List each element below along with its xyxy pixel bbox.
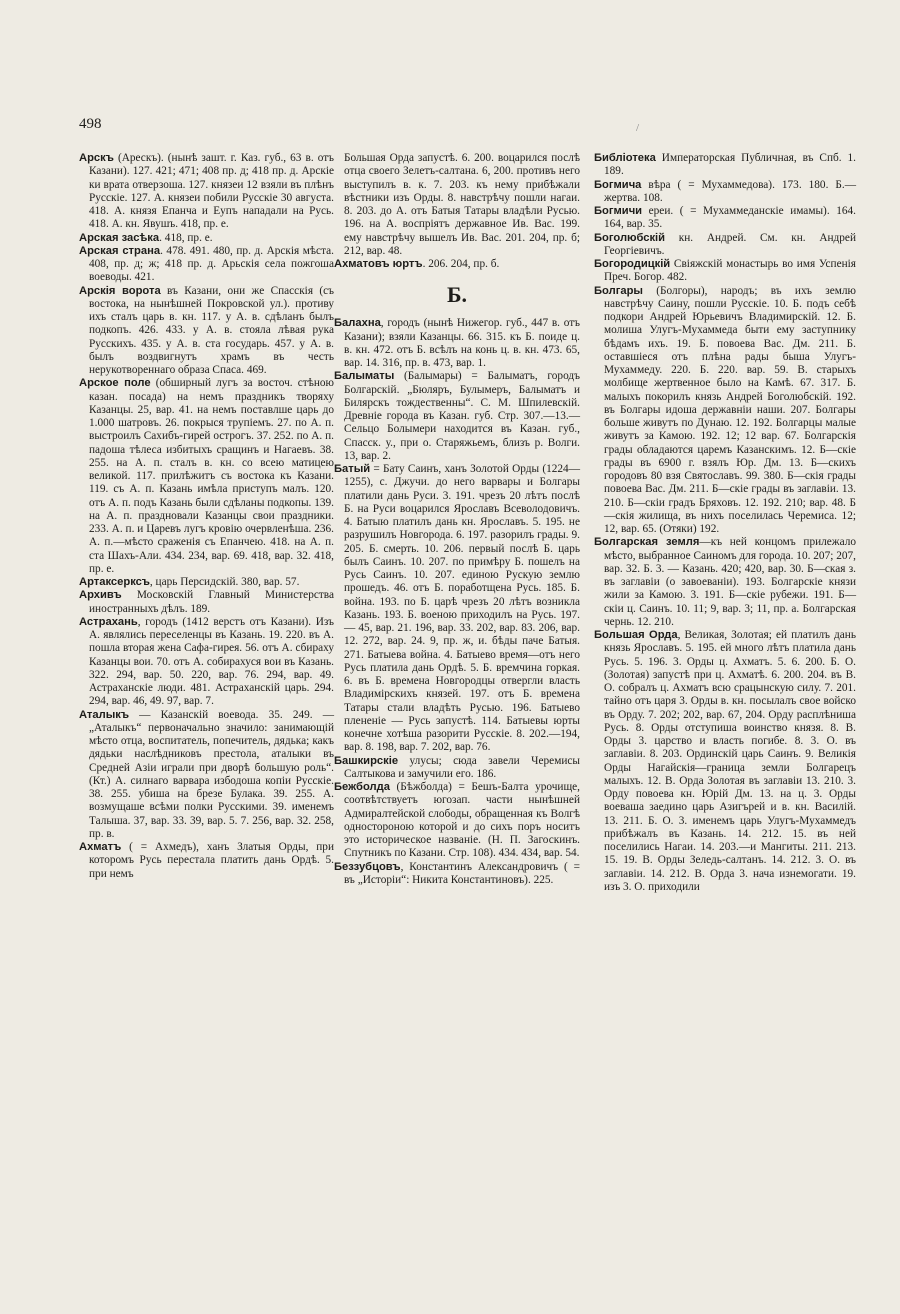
entry-text: ( = Ахмедъ), ханъ Златыя Орды, при которомъ Русь перестала платить дань Ордѣ. 5. при немъ <box>89 841 334 880</box>
entry-headword: Балахна <box>334 317 381 330</box>
entry-text: (Бѣжболда) = Бешъ-Балта урочище, соотвѣтствуетъ югозап. части нынѣшней Адмиралтейской слободы, обращенная къ Волгѣ одностороною которой и до сихъ поръ носитъ это историческое названіе. (Н. П. Загоскинъ. Спутникъ по Казани. Стр. 108). 434. 434, вар. 54. <box>344 781 580 860</box>
index-entry <box>334 781 580 861</box>
entry-text: , царь Персидскій. 380, вар. 57. <box>149 576 300 588</box>
entry-headword: Болгарская земля <box>594 536 700 549</box>
index-entry <box>79 589 334 616</box>
index-entry <box>79 709 334 842</box>
index-entry <box>334 861 580 888</box>
index-entry <box>334 317 580 370</box>
entry-headword: Богмича <box>594 178 642 191</box>
entry-text: вѣра ( = Мухаммедова). 173. 180. Б.—жертва. 108. <box>604 178 856 204</box>
entry-headword: Арское поле <box>79 377 151 390</box>
entry-headword: Арская засѣка <box>79 231 160 244</box>
index-entry <box>334 755 580 782</box>
index-entry <box>334 258 580 271</box>
index-column-2 <box>334 152 580 887</box>
index-entry <box>79 576 334 589</box>
index-entry <box>594 258 856 285</box>
entry-text: въ Казани, они же Спасскія (съ востока, на нынѣшней Покровской ул.). противу ихъ сталъ царь в. кн. 117. у А. в. сдѣланъ былъ подкопъ. 426. 433. у А. в. стояла лѣвая рука Русскихъ. 435. у А. в. ста государь. 457. у А. в. былъ воздвигнутъ храмъ въ честь нерукотвореннаго образа Спаса. 469. <box>89 284 334 376</box>
entry-text: , городъ (1412 верстъ отъ Казани). Изъ А. являлись переселенцы въ Казань. 19. 220. въ А. пошла вторая жена Сафа-гирея. 56. отъ А. сбираху Казанцы вои. 70. отъ А. собирахуся вои въ Казань. 322. 294, вар. 50. 220, вар. 76. 294, вар. 49. Астраханскіе люди. 481. Астраханскій царь. 294. 294, вар. 46, 49. 97, вар. 7. <box>89 615 334 708</box>
entry-text: Свіяжскій монастырь во имя Успенія Преч. Богор. 482. <box>604 258 856 284</box>
entry-text: = Бату Саинъ, ханъ Золотой Орды (1224—1255), с. Джучи. до него варвары и Болгары платили дань Руси. 3. 191. чрезъ 20 лѣтъ послѣ Б. на Руси воцарился Ярославъ Всеволодовичъ. 4. Батыю платилъ дань кн. Ярославъ. 5. 195. не разрушилъ Новгорода. 6. 197. разорилъ грады. 9. 205. Б. смерть. 10. 206. первый послѣ Б. царь былъ Саинъ. 10. 207. по примѣру Б. пошелъ на Русь Саинъ. 10. 207. единою Рускую землю прошедъ. 46. отъ Б. поработщена Русь. 185. Б. война. 193. по Б. царѣ чрезъ 20 лѣтъ возникла Казань. 193. Б. военою приходилъ на Русь. 197.— 45, вар. 21. 196, вар. 33. 202, вар. 83. 206, вар. 12. 272, вар. 24. 9, пр. ж, и. бѣды паче Батыя. 271. Батыева война. 4. Батыево время—отъ него Русь платила дань Ордѣ. 5. Б. времчина горкая. 6. въ Б. времена Новгородцы отвергли власть Владимірскихъ князей. 197. отъ Б. времена Татары стали владѣть Русью. 196. Батыево плененіе — Русь запустѣ. 114. Батыевы юрты конечне хотѣша разорити Русскіе. 8. 202.—194, вар. 8. 198, вар. 7. 202, вар. 76. <box>344 463 580 754</box>
index-entry <box>594 285 856 537</box>
index-entry <box>79 841 334 881</box>
entry-headword: Ахматовъ юртъ <box>334 258 423 270</box>
entry-text: Императорская Публичная, въ Спб. 1. 189. <box>604 152 856 178</box>
index-entry <box>334 463 580 755</box>
entry-text: (Арескъ). (нынѣ зашт. г. Каз. губ., 63 в. отъ Казани). 127. 421; 471; 408 пр. д; 418 пр. д. Арскіе ки врата отверзоша. 127. князеи 12 взяли въ плѣнъ Русскіе. 127. А. князеи побили Русскіе 30 августа. 418. А. князя Епанча и Еупъ нападали на Русь. 418. А. кн. Явушъ. 418, пр. е. <box>89 152 334 231</box>
entry-headword: Библіотека <box>594 152 656 164</box>
entry-headword: Богмичи <box>594 205 643 217</box>
entry-text: ереи. ( = Мухаммеданскіе имамы). 164. 164, вар. 35. <box>604 205 856 231</box>
entry-headword: Арскія ворота <box>79 284 161 297</box>
index-column-3 <box>594 152 856 894</box>
page-number: 498 <box>79 116 102 132</box>
entry-headword: Богородицкій <box>594 258 671 270</box>
index-entry <box>79 232 334 245</box>
index-entry <box>594 536 856 629</box>
index-column-1 <box>79 152 334 881</box>
entry-text: Московскій Главный Министерства иностранныхъ дѣлъ. 189. <box>89 589 334 615</box>
index-entry <box>594 629 856 894</box>
index-entry <box>594 152 856 179</box>
entry-headword: Бежболда <box>334 781 390 793</box>
entry-headword: Аталыкъ <box>79 708 130 721</box>
index-entry <box>594 205 856 232</box>
entry-text: , Константинъ Александровичъ ( = въ „Исторіи“: Никита Константиновъ). 225. <box>344 860 580 886</box>
entry-text: . 418, пр. е. <box>159 231 213 244</box>
entry-headword: Балыматы <box>334 370 395 383</box>
entry-text: . 206. 204, пр. б. <box>422 258 500 270</box>
entry-text: (Балымары) = Балыматъ, городъ Болгарскій. „Бюляръ, Булымеръ, Балыматъ и Билярскъ тождественны“. С. М. Шпилевскій. Древніе города въ Казан. губ. Стр. 307.—13.—Сельцо Болымери находится въ Казан. губ., Спасск. у., при о. Старяжьемъ, близъ р. Волги. 13, вар. 2. <box>344 370 580 462</box>
entry-headword: Башкирскіе <box>334 754 399 767</box>
index-entry <box>594 232 856 259</box>
entry-text: —къ ней концомъ прилежало мѣсто, выбранное Саиномъ для города. 10. 207; 207, вар. 32. Б. 3. — Казань. 420; 420, вар. 30. Б—ская з. въ заглавіи (о завоеваніи). 193. Болгарскіе князи жили за Камою. 3. 191. Б—скіе рубежи. 191. Б—скіи ц. Саинъ. 10. 11; 9, вар. 3; 11, пр. а. Болгарская чернь. 12. 210. <box>604 536 856 628</box>
entry-text: . 478. 491. 480, пр. д. Арскія мѣста. 408, пр. д; ж; 418 пр. д. Арьскія села пожгоша воеводы. 421. <box>89 244 334 284</box>
entry-headword: Астрахань <box>79 615 138 628</box>
index-entry <box>594 179 856 206</box>
entry-text: — Казанскій воевода. 35. 249. — „Аталыкъ“ первоначально значило: занимающій мѣсто отца, воспитатель, попечитель, дядька; какъ дядьки наслѣдниковъ престола, аталыки въ Средней Азіи играли при дворѣ большую роль“. (Кт.) А. силнаго варвара избодоша копіи Русскіе. 38. 255. убиша на брезе Булака. 39. 255. А. возмущаше всѣми полки Русскими. 39. именемъ Талыша. 37, вар. 33. 39, вар. 5. 7. 256, вар. 32. 258, пр. в. <box>89 708 334 840</box>
entry-text: , Великая, Золотая; ей платилъ дань князь Ярославъ. 5. 195. ей много лѣтъ платила дань Русь. 5. 196. 3. Орды ц. Ахматъ. 5. 6. 200. Б. О. (Золотая) запустѣ при ц. Ахматѣ. 6. 200. 204. въ В. О. собралъ ц. Ахматъ всю срацынскую силу. 7. 201. тайно отъ царя 3. Орды в. кн. посылалъ свое войско въ Орду. 7. 202; 202, вар. 67, 204. Орду расплѣниша Русь. 8. Орды отступиша воинство князя. 8. В. Орды 3. царство и власть погибе. 8. 3. О. въ заглавіи. 8. 203. Ординскій царь Саинъ. 9. Великія Орды Нагайскія—граница земли Болгарецъ малыхъ. 12. В. Орда Золотая въ заглавіи 13. 210. 3. Орду повоева кн. Юрій Дм. 13. на ц. 3. Орды воеваша заедино царь Азигърей и в. кн. Василій. 13. 211. Б. О. 3. именемъ царь Улугъ-Мухаммедъ прибѣжалъ въ Казань. 14. 212. 15. въ ней поселились Нагаи. 14. 203.—и Мангиты. 211. 213. 15. 19. В. Орды Зеледь-салтанъ. 14. 212. 3. О. въ заглавіи. 14. 212. В. Орда 3. нача изнемогати. 19. изъ 3. О. приходили <box>604 629 857 893</box>
index-entry <box>334 152 580 258</box>
entry-text: кн. Андрей. См. кн. Андрей Георгіевичъ. <box>604 231 856 257</box>
pencil-mark: / <box>636 122 640 134</box>
entry-headword: Артаксерксъ <box>79 576 150 588</box>
index-entry <box>79 285 334 378</box>
entry-headword: Арская страна <box>79 244 161 257</box>
entry-text: (обширный лугъ за восточ. стѣною казан. посада) на немъ праздникъ творяху Казанцы. 25, вар. 41. на немъ поставлше царь до 1.000 шатровъ. 26. покрыся трупіемъ. 27. по А. п. выстроилъ Сахибъ-гирей острогъ. 37. 252. по А. п. падоша тѣлеса избитыхъ сращинъ и Нагаевъ. 38. 255. на А. п. сталъ в. кн. со всею матицею великой. 117. прилѣжитъ съ востока къ Казани. 119. съ А. п. Казань имѣла приступъ малъ. 120. отъ А. п. подъ Казань были сдѣланы подкопы. 139. на А. п. праздновали Казанцы свои праздники. 233. А. п. и Царевъ лугъ кровію очервленѣша. 236. А. п.—мѣсто сраженія съ Епанчею. 418. на А. п. ста Шахъ-Али. 434. 234, вар. 69. 418, вар. 32. 418, пр. е. <box>89 377 334 575</box>
entry-text: , городъ (нынѣ Нижегор. губ., 447 в. отъ Казани); взяли Казанцы. 66. 315. къ Б. поиде ц. в. кн. 472. отъ Б. вcѣлъ на конь ц. в. кн. 473. 65, вар. 14. 316, пр. в. 473, вар. 1. <box>344 317 580 369</box>
index-entry <box>79 152 334 232</box>
index-entry <box>334 370 580 463</box>
entry-headword: Беззубцовъ <box>334 860 401 873</box>
entry-headword: Архивъ <box>79 589 122 602</box>
entry-headword: Боголюбскій <box>594 231 666 244</box>
entry-text: Большая Орда запустѣ. 6. 200. воцарился послѣ отца своего Зелетъ-салтана. 6, 200. противъ него выступилъ в. к. 7. 203. къ нему прибѣжали вѣстники изъ Орды. 8. навстрѣчу пошли нагаи. 8. 203. до А. отъ Батыя Татары владѣли Русью. 196. на А. воспріятъ державное Ив. Вас. 199. ему навстрѣчу вышелъ Ив. Вас. 201. 204, пр. б; 212, вар. 48. <box>344 152 580 257</box>
entry-headword: Ахматъ <box>79 841 122 853</box>
index-entry <box>79 245 334 285</box>
entry-headword: Батый <box>334 463 371 475</box>
index-entry <box>79 377 334 576</box>
section-letter: Б. <box>446 282 468 308</box>
entry-headword: Арскъ <box>79 152 114 164</box>
index-entry <box>79 616 334 709</box>
entry-text: (Болгоры), народъ; въ ихъ землю навстрѣчу Саину, пошли Русскіе. 10. Б. подъ себѣ подкори Андрей Юрьевичъ Владимирскій. 12. Б. молиша Улугъ-Мухаммеда быти ему заступнику бѣдамъ ихъ. 19. Б. повоева Вас. Дм. 211. Б. оставшіеся отъ плѣна рады быша Улугъ-Мухаммеду. 220. Б. 220. вар. 59. В. старыхъ молбище жертвенное было на Камѣ. 67. 317. Б. малыхъ покорилъ князь Андрей Боголюбскій. 192. въ Болгары идоша державніи наши. 207. Болгары больше живутъ по Дунаю. 12. 192. Болгарцы малые живутъ за Камою. 192. 12; 12 вар. 67. Болгарскія грады обладаются царемъ Казанскимъ. 12. Б—скіе грады въ 6900 г. взялъ Юр. Дм. 13. Б—скихъ городовъ 80 взя Святославъ. 99. 380. Б—скія грады повоева Вас. Дм. 211. Б—скіе грады въ заглавіи. 13. 210. Б—скіи градъ Бряховъ. 12. 192. 210; вар. 48. Б—скія жилища, въ нихъ поселилась Черемиса. 12; 12, вар. 65. (Отяки) 192. <box>604 284 856 535</box>
entry-headword: Болгары <box>594 284 643 297</box>
entry-headword: Большая Орда <box>594 629 678 641</box>
entry-text: улусы; сюда завели Черемисы Салтыкова и замучили его. 186. <box>344 754 580 780</box>
